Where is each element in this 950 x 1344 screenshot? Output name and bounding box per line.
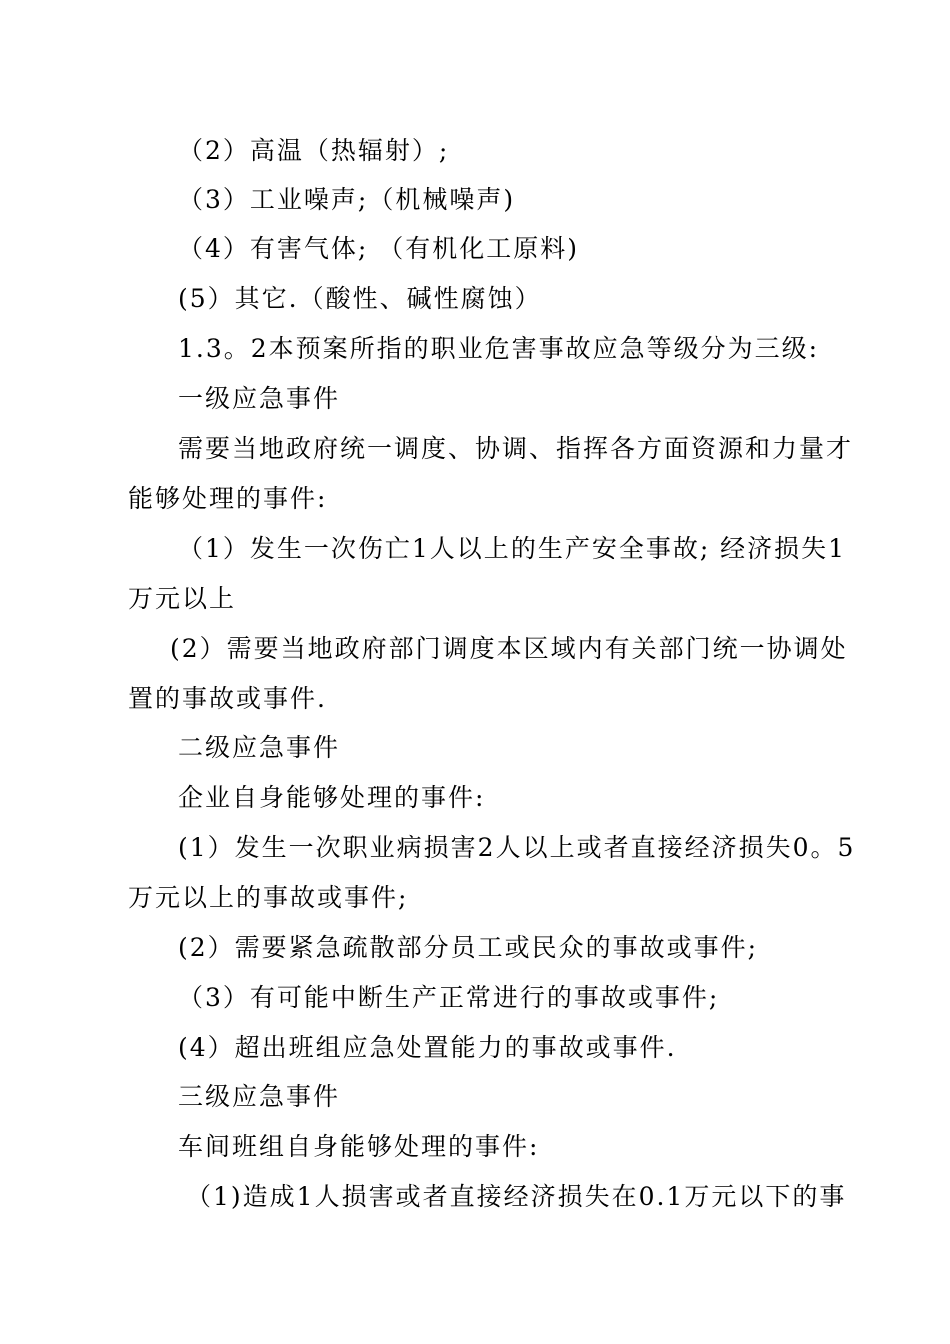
text-line: （3）工业噪声;（机械噪声) xyxy=(178,185,516,214)
text-line: (2）需要紧急疏散部分员工或民众的事故或事件; xyxy=(178,933,759,962)
text-line: 万元以上 xyxy=(128,584,237,613)
text-line: (4）超出班组应急处置能力的事故或事件. xyxy=(178,1033,677,1062)
text-line: 车间班组自身能够处理的事件: xyxy=(178,1132,540,1161)
text-line: 能够处理的事件: xyxy=(128,484,328,513)
text-line: （1)造成1人损害或者直接经济损失在0.1万元以下的事 xyxy=(186,1182,847,1211)
text-line: （4）有害气体; （有机化工原料) xyxy=(178,234,580,263)
text-line: 一级应急事件 xyxy=(178,384,341,413)
text-line: 需要当地政府统一调度、协调、指挥各方面资源和力量才 xyxy=(178,434,854,463)
text-line: （2）高温（热辐射）; xyxy=(178,136,450,165)
text-line: （3）有可能中断生产正常进行的事故或事件; xyxy=(178,983,720,1012)
text-line: (5）其它.（酸性、碱性腐蚀） xyxy=(178,284,542,313)
text-line: (1）发生一次职业病损害2人以上或者直接经济损失0。5 xyxy=(178,833,856,862)
text-line: 二级应急事件 xyxy=(178,733,341,762)
text-line: (2）需要当地政府部门调度本区域内有关部门统一协调处 xyxy=(170,634,848,663)
text-line: 企业自身能够处理的事件: xyxy=(178,783,486,812)
text-line: 置的事故或事件. xyxy=(128,684,327,713)
text-line: 三级应急事件 xyxy=(178,1082,341,1111)
text-line: 万元以上的事故或事件; xyxy=(128,883,409,912)
text-line: 1.3。2本预案所指的职业危害事故应急等级分为三级: xyxy=(178,334,820,363)
text-line: （1）发生一次伤亡1人以上的生产安全事故; 经济损失1 xyxy=(178,534,847,563)
